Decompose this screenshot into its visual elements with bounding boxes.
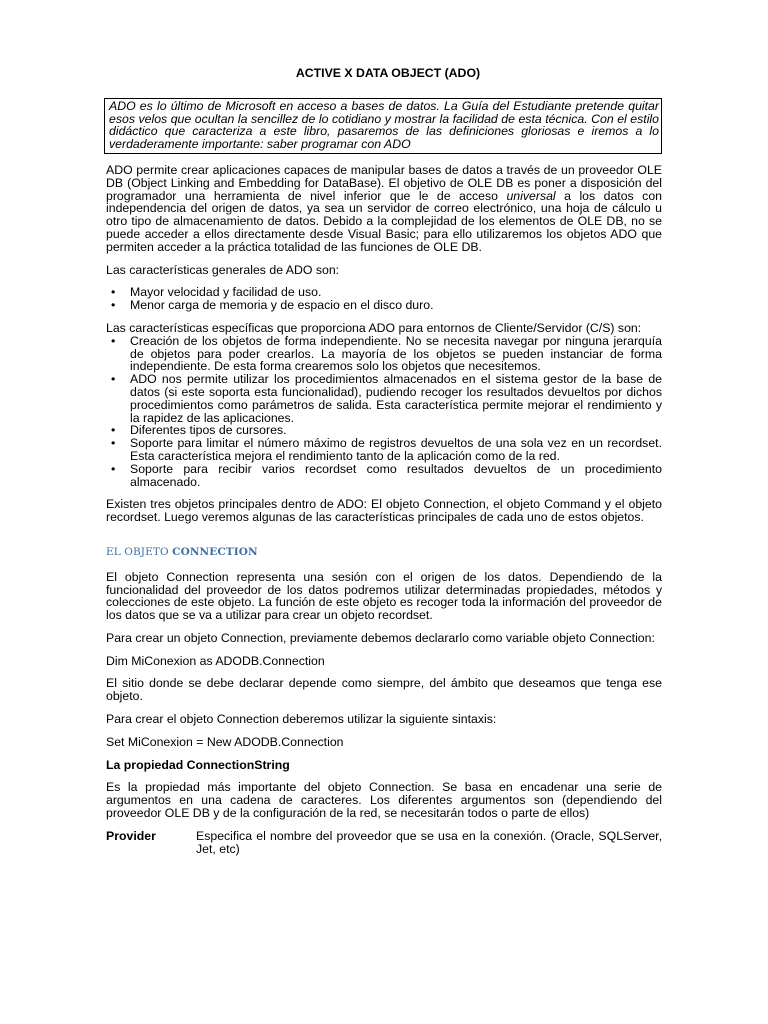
property-heading: La propiedad ConnectionString	[106, 757, 290, 772]
code-set-line: Set MiConexion = New ADODB.Connection	[106, 734, 344, 749]
section-heading-word: CONNECTION	[172, 545, 258, 558]
ado-description-paragraph	[106, 164, 662, 254]
section-heading-prefix: EL OBJETO	[106, 545, 169, 558]
property-description-paragraph: Es la propiedad más importante del objeto Connection. Se basa en encadenar una serie de argumentos en una cadena de caracteres. Los diferentes argumentos son (dependiendo del proveedor OLE DB y de la configuración de la red, se necesitarán todos o parte de ellos)	[106, 780, 662, 821]
ado-description-emphasis: universal	[506, 188, 556, 203]
connection-description-paragraph: El objeto Connection representa una sesión con el origen de los datos. Dependiendo de la funcionalidad del proveedor de los datos podremos utilizar determinadas propiedades, métodos y colecciones de este objeto. La función de este objeto es recoger toda la información del proveedor de los datos que se va a utilizar para crear un objeto recordset.	[106, 569, 662, 623]
code-dim-line: Dim MiConexion as ADODB.Connection	[106, 653, 325, 668]
ado-description-start: ADO permite crear aplicaciones capaces de manipular bases de datos a través de un proveedor OLE DB (Object Linking and Embedding for DataBase). El objetivo de OLE DB es poner a disposición del programador una herramienta de nivel inferior que le de acceso	[106, 162, 662, 203]
list-item: • Soporte para recibir varios recordset como resultados devueltos de un procedimiento almacenado.	[130, 463, 662, 489]
document-body	[106, 67, 662, 855]
intro-box: ADO es lo último de Microsoft en acceso a bases de datos. La Guía del Estudiante pretende quitar esos velos que ocultan la sencillez de lo cotidiano y mostrar la facilidad de esta técnica. Con el estilo didáctico que caracteriza a este libro, pasaremos de las definiciones gloriosas e iremos a lo verdaderamente importante: saber programar con ADO	[104, 98, 662, 154]
definition-row	[106, 830, 662, 856]
list-item: • Diferentes tipos de cursores.	[130, 424, 662, 437]
definition-description: Especifica el nombre del proveedor que se usa en la conexión. (Oracle, SQLServer, Jet, etc)	[196, 828, 662, 856]
connection-scope-paragraph: El sitio donde se debe declarar depende como siempre, del ámbito que deseamos que tenga ese objeto.	[106, 676, 662, 704]
section-heading-connection	[106, 546, 662, 559]
main-objects-paragraph: Existen tres objetos principales dentro de ADO: El objeto Connection, el objeto Command y el objeto recordset. Luego veremos algunas de las características principales de cada uno de estos objetos.	[106, 497, 662, 525]
list-item: • Menor carga de memoria y de espacio en el disco duro.	[130, 299, 662, 312]
ado-description-end: a los datos con independencia del origen de datos, ya sea un servidor de correo electrónico, una hoja de cálculo u otro tipo de almacenamiento de datos. Debido a la complejidad de los elementos de OLE DB, no se puede acceder a ellos directamente desde Visual Basic; para ello utilizaremos los objetos ADO que permiten acceder a la práctica totalidad de las funciones de OLE DB.	[106, 188, 662, 254]
connection-declare-paragraph: Para crear un objeto Connection, previamente debemos declararlo como variable objeto Connection:	[106, 630, 655, 645]
specific-features-intro: Las características específicas que proporciona ADO para entornos de Cliente/Servidor (C/S) son:	[106, 320, 642, 335]
specific-features-list	[106, 335, 662, 489]
list-item: • ADO nos permite utilizar los procedimientos almacenados en el sistema gestor de la base de datos (si este soporta esta funcionalidad), pudiendo recoger los resultados devueltos por dichos procedimientos como parámetros de salida. Esta característica permite mejorar el rendimiento y la rapidez de las aplicaciones.	[130, 373, 662, 424]
list-item: • Soporte para limitar el número máximo de registros devueltos de una sola vez en un recordset. Esta característica mejora el rendimiento tanto de la aplicación como de la red.	[130, 437, 662, 463]
document-title: ACTIVE X DATA OBJECT (ADO)	[295, 66, 481, 80]
general-features-list	[106, 286, 662, 312]
definition-term: Provider	[106, 828, 156, 843]
list-item: • Creación de los objetos de forma independiente. No se necesita navegar por ninguna jerarquía de objetos para poder crearlos. La mayoría de los objetos se pueden instanciar de forma independiente. De esta forma crearemos solo los objetos que necesitemos.	[130, 335, 662, 373]
list-item: • Mayor velocidad y facilidad de uso.	[130, 286, 662, 299]
general-features-intro: Las características generales de ADO son:	[106, 262, 340, 277]
connection-syntax-paragraph: Para crear el objeto Connection deberemos utilizar la siguiente sintaxis:	[106, 712, 497, 727]
